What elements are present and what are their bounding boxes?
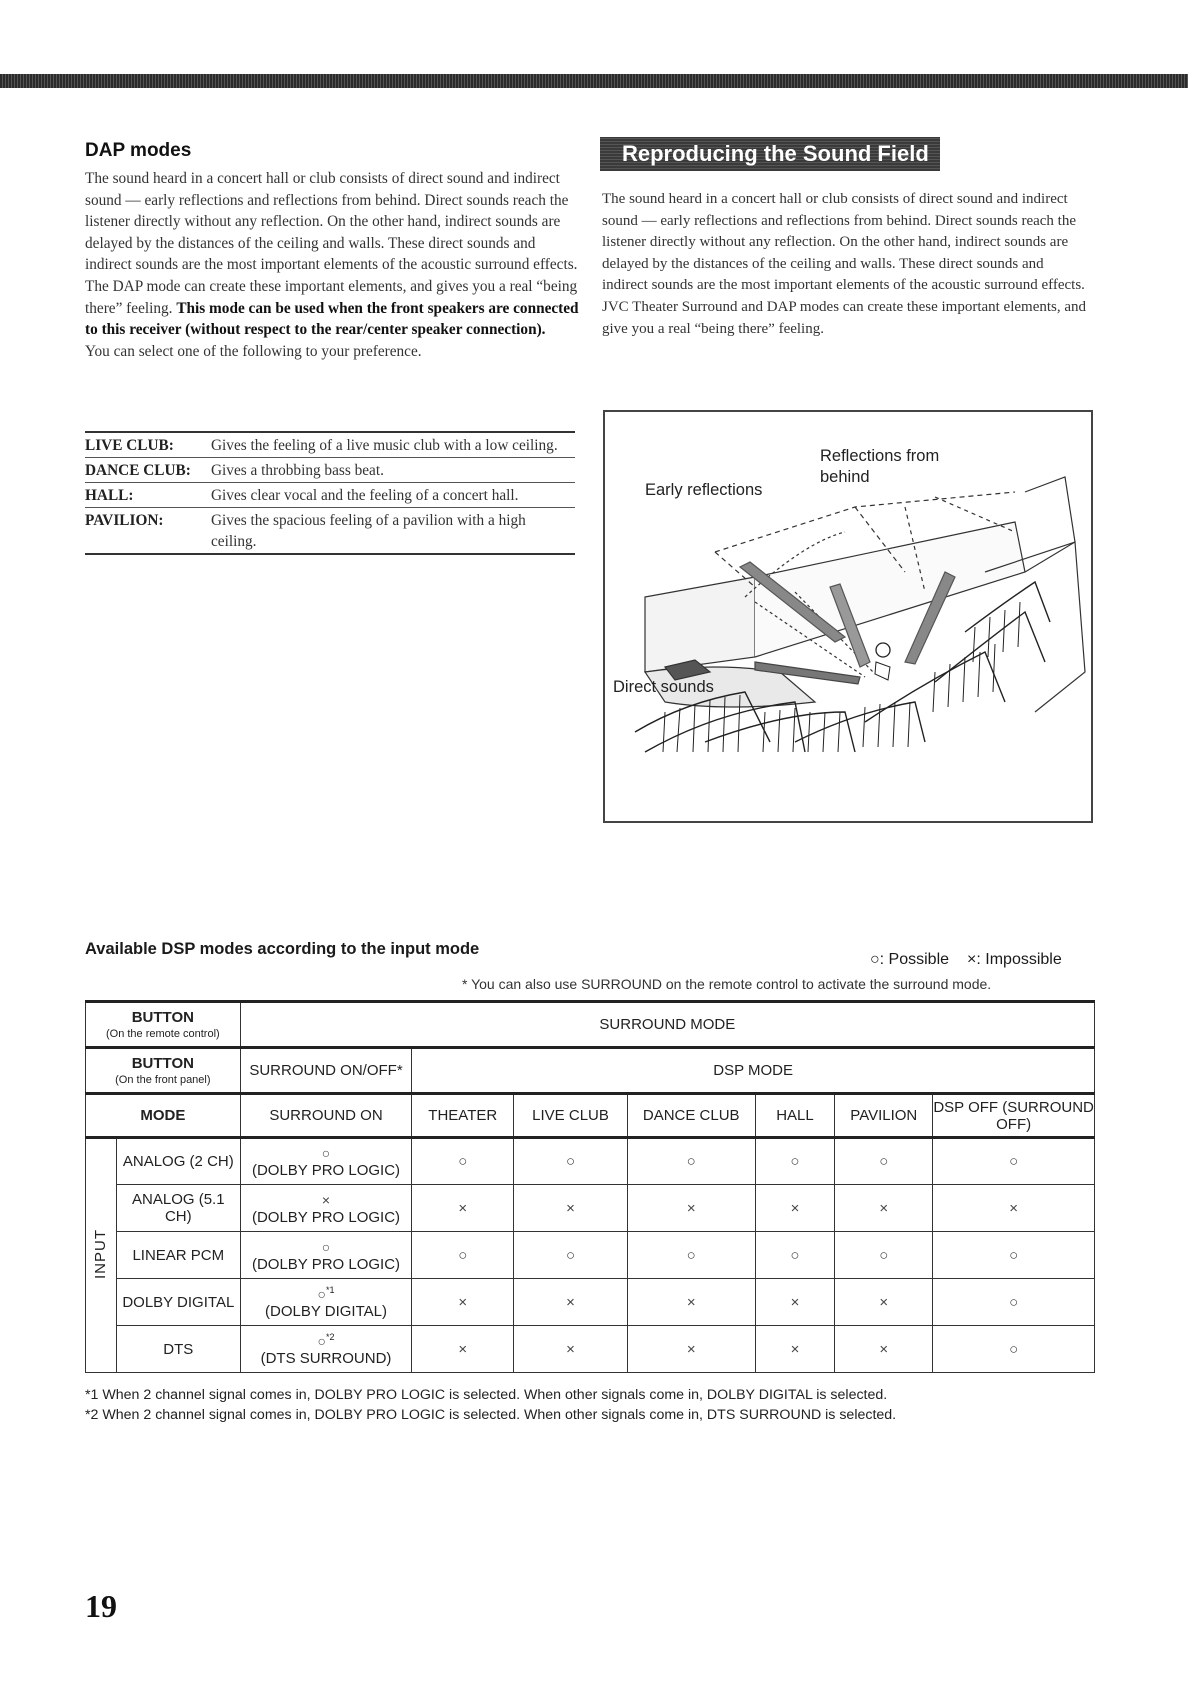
footnote-marker: *2	[325, 1331, 335, 1342]
section-banner: Reproducing the Sound Field	[600, 137, 940, 171]
availability-symbol: ○	[321, 1238, 331, 1255]
mode-cell: ○	[514, 1232, 628, 1279]
input-name: ANALOG (5.1 CH)	[116, 1185, 240, 1232]
page-number: 19	[85, 1588, 117, 1624]
table-row	[86, 1138, 1095, 1185]
mode-name: LIVE CLUB:	[85, 437, 174, 454]
mode-desc: Gives the spacious feeling of a pavilion with a high ceiling.	[211, 512, 526, 550]
mode-cell: ○	[933, 1326, 1095, 1373]
surround-on-cell	[240, 1279, 412, 1326]
table-footnotes	[85, 1385, 896, 1425]
column-header: PAVILION	[835, 1094, 933, 1138]
mode-cell: ×	[412, 1185, 514, 1232]
mode-name: DANCE CLUB:	[85, 462, 191, 479]
input-name: DOLBY DIGITAL	[116, 1279, 240, 1326]
surround-mode-header: SURROUND MODE	[240, 1002, 1094, 1048]
mode-cell: ○	[933, 1138, 1095, 1185]
mode-cell: ×	[514, 1326, 628, 1373]
table-row	[86, 1279, 1095, 1326]
dap-select-note: You can select one of the following to your preference.	[85, 342, 422, 360]
surround-on-cell	[240, 1326, 412, 1373]
legend-possible: ○: Possible	[870, 951, 950, 968]
mode-cell: ○	[933, 1232, 1095, 1279]
label-early-reflections: Early reflections	[645, 481, 763, 499]
surround-on-cell	[240, 1232, 412, 1279]
input-label: INPUT	[92, 1228, 110, 1279]
mode-row	[85, 458, 575, 483]
availability-symbol: ○	[321, 1145, 331, 1161]
mode-cell: ○	[627, 1138, 755, 1185]
mode-cell: ○	[755, 1232, 835, 1279]
column-header: DANCE CLUB	[627, 1094, 755, 1138]
table-row	[86, 1185, 1095, 1232]
column-header: HALL	[755, 1094, 835, 1138]
column-header: DSP OFF (SURROUND OFF)	[933, 1094, 1095, 1138]
mode-cell: ×	[755, 1279, 835, 1326]
button-remote-sub: (On the remote control)	[105, 1027, 220, 1040]
mode-cell: ×	[514, 1185, 628, 1232]
mode-cell: ○	[835, 1138, 933, 1185]
footnote-2: *2 When 2 channel signal comes in, DOLBY PRO LOGIC is selected. When other signals come in, DTS SURROUND is selected.	[85, 1407, 897, 1423]
mode-cell: ○	[412, 1138, 514, 1185]
button-front-sub: (On the front panel)	[115, 1073, 211, 1086]
mode-cell: ×	[835, 1279, 933, 1326]
surround-note: (DOLBY DIGITAL)	[265, 1302, 387, 1320]
button-remote-cell	[86, 1002, 241, 1048]
mode-cell: ×	[627, 1185, 755, 1232]
button-front-cell	[86, 1048, 241, 1094]
input-name: DTS	[116, 1326, 240, 1373]
label-reflections-line-1: Reflections from	[820, 447, 940, 465]
mode-name: HALL:	[85, 487, 134, 504]
sound-paragraph-1: The sound heard in a concert hall or club consists of direct sound and indirect sound — early reflections and reflections from behind. Direct sounds reach the listener directly without any reflection. On the other hand, indirect sounds are delayed by the distances of the ceiling and walls. These direct sounds and indirect sounds are the most important elements of the acoustic surround effects.	[602, 191, 1085, 294]
table-row	[86, 1232, 1095, 1279]
button-remote-label: BUTTON	[131, 1008, 194, 1026]
mode-cell: ×	[412, 1279, 514, 1326]
mode-desc: Gives clear vocal and the feeling of a concert hall.	[211, 487, 519, 504]
mode-header: MODE	[86, 1094, 241, 1138]
dsp-mode-table	[85, 1000, 1095, 1373]
concert-hall-illustration	[603, 410, 1093, 823]
surround-remote-note: * You can also use SURROUND on the remote control to activate the surround mode.	[462, 976, 992, 992]
mode-cell: ×	[755, 1185, 835, 1232]
surround-note: (DOLBY PRO LOGIC)	[251, 1255, 401, 1273]
footnote-1: *1 When 2 channel signal comes in, DOLBY PRO LOGIC is selected. When other signals come in, DOLBY DIGITAL is selected.	[85, 1387, 888, 1403]
mode-cell: ○	[835, 1232, 933, 1279]
dap-paragraph: The sound heard in a concert hall or club consists of direct sound and indirect sound — early reflections and reflections from behind. Direct sounds reach the listener directly without any reflection. On the other hand, indirect sounds are delayed by the distances of the ceiling and walls. These direct sounds and indirect sounds are the most important elements of the acoustic surround effects. The DAP mode can create these important elements, and gives you a real “being there” feeling.	[85, 170, 578, 317]
surround-note: (DTS SURROUND)	[260, 1349, 392, 1367]
mode-cell: ×	[627, 1326, 755, 1373]
legend-impossible: ×: Impossible	[967, 951, 1062, 968]
dap-modes-text	[85, 168, 580, 362]
header-row-front	[86, 1048, 1095, 1094]
dsp-mode-header: DSP MODE	[412, 1048, 1095, 1094]
mode-row	[85, 508, 575, 553]
availability-symbol: ○	[317, 1285, 326, 1302]
dap-mode-list	[85, 431, 575, 555]
column-header: LIVE CLUB	[514, 1094, 628, 1138]
surround-note: (DOLBY PRO LOGIC)	[251, 1208, 401, 1226]
mode-row	[85, 483, 575, 508]
input-name: LINEAR PCM	[116, 1232, 240, 1279]
legend	[870, 951, 1062, 969]
button-front-label: BUTTON	[131, 1054, 194, 1072]
mode-cell: ×	[514, 1279, 628, 1326]
column-header: THEATER	[412, 1094, 514, 1138]
mode-cell: ○	[933, 1279, 1095, 1326]
surround-on-cell	[240, 1185, 412, 1232]
label-direct-sounds: Direct sounds	[613, 678, 714, 696]
label-reflections-line-2: behind	[820, 468, 870, 486]
mode-cell: ×	[412, 1326, 514, 1373]
mode-cell: ×	[835, 1185, 933, 1232]
surround-on-cell	[240, 1138, 412, 1185]
surround-note: (DOLBY PRO LOGIC)	[251, 1162, 401, 1179]
mode-name: PAVILION:	[85, 512, 164, 529]
surround-onoff-header: SURROUND ON/OFF*	[240, 1048, 412, 1094]
availability-symbol: ×	[321, 1191, 331, 1208]
input-name: ANALOG (2 CH)	[116, 1138, 240, 1185]
mode-cell: ×	[755, 1326, 835, 1373]
mode-desc: Gives a throbbing bass beat.	[211, 462, 384, 479]
header-row-mode	[86, 1094, 1095, 1138]
mode-cell: ○	[412, 1232, 514, 1279]
input-group-cell	[86, 1138, 117, 1373]
table-row	[86, 1326, 1095, 1373]
header-row-remote	[86, 1002, 1095, 1048]
dap-modes-heading: DAP modes	[85, 140, 192, 161]
mode-cell: ○	[514, 1138, 628, 1185]
mode-cell: ×	[933, 1185, 1095, 1232]
dap-bold-note: This mode can be used when the front speakers are connected to this receiver (without respect to the rear/center speaker connection).	[85, 299, 579, 339]
sound-field-text	[602, 189, 1092, 340]
column-header: SURROUND ON	[240, 1094, 412, 1138]
mode-cell: ×	[835, 1326, 933, 1373]
mode-row	[85, 433, 575, 458]
mode-cell: ○	[755, 1138, 835, 1185]
mode-cell: ×	[627, 1279, 755, 1326]
mode-desc: Gives the feeling of a live music club with a low ceiling.	[211, 437, 558, 454]
sound-paragraph-2: JVC Theater Surround and DAP modes can create these important elements, and give you a real “being there” feeling.	[602, 298, 1087, 337]
mode-cell: ○	[627, 1232, 755, 1279]
dsp-table-title: Available DSP modes according to the input mode	[85, 940, 480, 958]
footnote-marker: *1	[325, 1284, 335, 1295]
label-reflections-behind	[820, 446, 939, 488]
top-rule	[0, 74, 1188, 88]
availability-symbol: ○	[317, 1332, 326, 1349]
